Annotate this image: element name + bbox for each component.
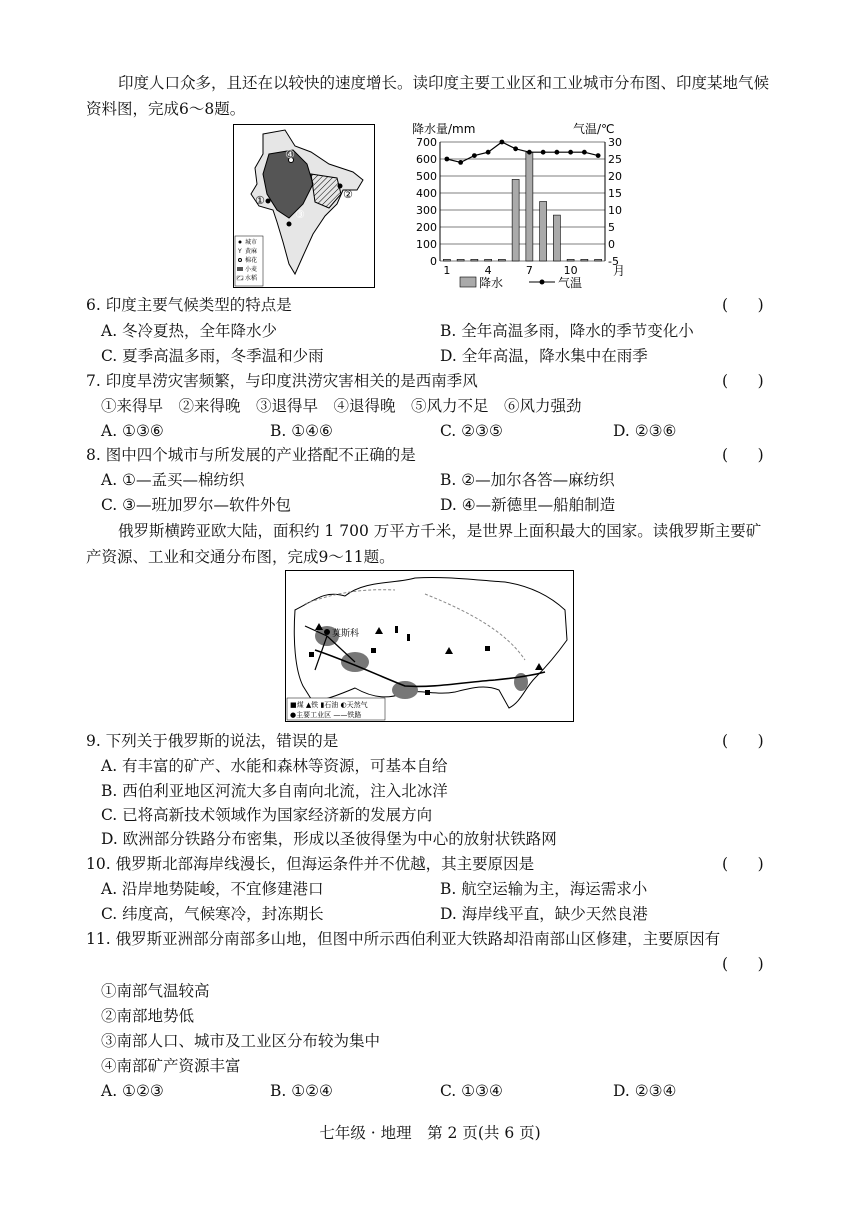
precip-bar: [567, 259, 574, 261]
temp-point: [541, 150, 546, 155]
q7-option-b[interactable]: B. ①④⑥: [270, 422, 333, 440]
svg-text:Y: Y: [238, 248, 242, 255]
left-tick-label: 500: [416, 170, 437, 183]
temp-line: [447, 142, 598, 162]
q6-answer-paren[interactable]: ( ): [722, 296, 764, 314]
q11-option-a[interactable]: A. ①②③: [101, 1082, 164, 1100]
q9-option-a[interactable]: A. 有丰富的矿产、水能和森林等资源，可基本自给: [101, 757, 448, 775]
q7-option-c[interactable]: C. ②③⑤: [440, 422, 503, 440]
russia-legend-resources: ■煤 ▲铁 ▮石油 ◐天然气: [290, 701, 368, 709]
legend-jute: 黄麻: [245, 248, 258, 255]
q11-option-b[interactable]: B. ①②④: [270, 1082, 333, 1100]
q11-statement-2: ②南部地势低: [101, 1007, 195, 1025]
precip-bar: [553, 215, 560, 261]
q8-stem: 8. 图中四个城市与所发展的产业搭配不正确的是: [86, 446, 416, 464]
chart-legend-bar: 降水: [479, 276, 504, 290]
q11-option-d[interactable]: D. ②③④: [613, 1082, 677, 1100]
q6-stem: 6. 印度主要气候类型的特点是: [86, 296, 292, 314]
temp-point: [486, 150, 491, 155]
precip-bar: [540, 202, 547, 262]
q9-answer-paren[interactable]: ( ): [722, 732, 764, 750]
precip-bar: [457, 259, 464, 261]
q10-option-d[interactable]: D. 海岸线平直，缺少天然良港: [440, 905, 648, 923]
q9-option-c[interactable]: C. 已将高新技术领域作为国家经济新的发展方向: [101, 806, 433, 824]
map-marker-3: ③: [295, 208, 305, 221]
temp-point: [458, 160, 463, 165]
map-marker-2: ②: [343, 188, 353, 201]
q6-option-b[interactable]: B. 全年高温多雨，降水的季节变化小: [440, 322, 694, 340]
x-tick-label: 4: [484, 264, 492, 277]
right-tick-label: 15: [608, 187, 622, 200]
chart-ylabel-right: 气温/℃: [573, 122, 615, 136]
q11-answer-paren[interactable]: ( ): [722, 955, 764, 973]
right-tick-label: -5: [608, 255, 619, 268]
chart-ylabel-left: 降水量/mm: [412, 122, 476, 136]
precip-bar: [498, 259, 505, 261]
q7-option-a[interactable]: A. ①③⑥: [101, 422, 164, 440]
legend-cotton: 棉花: [245, 257, 258, 264]
precip-bar: [485, 259, 492, 261]
temp-point: [554, 150, 559, 155]
q6-option-c[interactable]: C. 夏季高温多雨，冬季温和少雨: [101, 347, 324, 365]
page-footer: 七年级 · 地理 第 2 页(共 6 页): [319, 1124, 541, 1142]
temp-point: [499, 140, 504, 145]
x-tick-label: 10: [563, 264, 578, 277]
russia-city-moscow: 莫斯科: [332, 629, 360, 639]
q11-statement-1: ①南部气温较高: [101, 982, 210, 1000]
temp-point: [444, 157, 449, 162]
russia-legend-industry: ●主要工业区 ——铁路: [290, 711, 362, 719]
q10-answer-paren[interactable]: ( ): [722, 855, 764, 873]
precip-bar: [471, 259, 478, 261]
temp-point: [582, 150, 587, 155]
temp-point: [568, 150, 573, 155]
map-marker-1: ①: [255, 194, 265, 207]
x-tick-label: 1: [443, 264, 451, 277]
q8-answer-paren[interactable]: ( ): [722, 446, 764, 464]
temp-point: [513, 146, 518, 151]
q11-option-c[interactable]: C. ①③④: [440, 1082, 503, 1100]
intro-india: 印度人口众多，且还在以较快的速度增长。读印度主要工业区和工业城市分布图、印度某地气候资料图，完成6～8题。: [86, 74, 770, 118]
q9-option-b[interactable]: B. 西伯利亚地区河流大多自南向北流，注入北冰洋: [101, 782, 448, 800]
q8-option-b[interactable]: B. ②—加尔各答—麻纺织: [440, 471, 615, 489]
q11-statement-3: ③南部人口、城市及工业区分布较为集中: [101, 1032, 381, 1050]
chart-x-unit: 月: [613, 264, 626, 278]
precip-bar: [512, 179, 519, 261]
russia-map: [285, 570, 574, 722]
right-tick-label: 5: [608, 221, 615, 234]
q8-option-a[interactable]: A. ①—孟买—棉纺织: [101, 471, 245, 489]
q7-answer-paren[interactable]: ( ): [722, 372, 764, 390]
legend-rice: 水稻: [245, 275, 258, 282]
q8-option-d[interactable]: D. ④—新德里—船舶制造: [440, 496, 616, 514]
right-tick-label: 0: [608, 238, 615, 251]
right-tick-label: 25: [608, 153, 622, 166]
q6-option-a[interactable]: A. 冬冷夏热，全年降水少: [101, 322, 278, 340]
q8-option-c[interactable]: C. ③—班加罗尔—软件外包: [101, 496, 292, 514]
left-tick-label: 400: [416, 187, 437, 200]
q9-stem: 9. 下列关于俄罗斯的说法，错误的是: [86, 732, 339, 750]
q6-option-d[interactable]: D. 全年高温，降水集中在雨季: [440, 347, 648, 365]
left-tick-label: 300: [416, 204, 437, 217]
precip-bar: [443, 259, 450, 261]
legend-wheat: 小麦: [245, 266, 258, 273]
left-tick-label: 700: [416, 136, 437, 149]
legend-city: 城市: [245, 239, 258, 246]
precip-bar: [595, 259, 602, 261]
temp-point: [472, 153, 477, 158]
temp-point: [527, 150, 532, 155]
q7-statements: ①来得早 ②来得晚 ③退得早 ④退得晚 ⑤风力不足 ⑥风力强劲: [101, 397, 582, 415]
q7-stem: 7. 印度旱涝灾害频繁，与印度洪涝灾害相关的是西南季风: [86, 372, 478, 390]
intro-russia: 俄罗斯横跨亚欧大陆，面积约 1 700 万平方千米，是世界上面积最大的国家。读俄罗斯主要矿产资源、工业和交通分布图，完成9～11题。: [86, 522, 762, 566]
legend-bar-swatch: [460, 277, 476, 287]
q11-stem: 11. 俄罗斯亚洲部分南部多山地，但图中所示西伯利亚大铁路却沿南部山区修建，主要原因有: [86, 930, 721, 948]
left-tick-label: 0: [430, 255, 437, 268]
x-tick-label: 7: [525, 264, 533, 277]
q10-stem: 10. 俄罗斯北部海岸线漫长，但海运条件并不优越，其主要原因是: [86, 855, 535, 873]
q10-option-b[interactable]: B. 航空运输为主，海运需求小: [440, 880, 648, 898]
right-tick-label: 20: [608, 170, 622, 183]
precip-bar: [526, 152, 533, 261]
temp-point: [596, 153, 601, 158]
right-tick-label: 10: [608, 204, 622, 217]
precip-bar: [581, 259, 588, 261]
left-tick-label: 600: [416, 153, 437, 166]
climate-chart: [405, 118, 640, 293]
right-tick-label: 30: [608, 136, 622, 149]
q10-option-a[interactable]: A. 沿岸地势陡峻，不宜修建港口: [101, 880, 324, 898]
map-marker-4: ④: [285, 148, 295, 161]
left-tick-label: 100: [416, 238, 437, 251]
chart-legend-line: 气温: [558, 276, 583, 290]
india-map: [233, 124, 375, 288]
q11-statement-4: ④南部矿产资源丰富: [101, 1057, 241, 1075]
q9-option-d[interactable]: D. 欧洲部分铁路分布密集，形成以圣彼得堡为中心的放射状铁路网: [101, 830, 557, 848]
q7-option-d[interactable]: D. ②③⑥: [613, 422, 677, 440]
left-tick-label: 200: [416, 221, 437, 234]
q10-option-c[interactable]: C. 纬度高，气候寒冷，封冻期长: [101, 905, 324, 923]
